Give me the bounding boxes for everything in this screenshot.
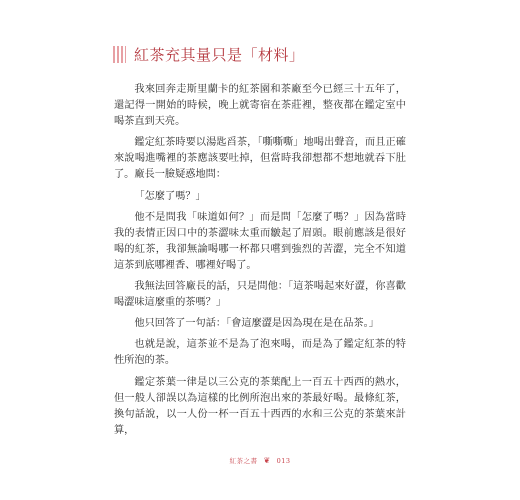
paragraph: 我無法回答廠長的話，只是問他：「這茶喝起來好澀，你喜歡喝澀味這麼重的茶嗎？」 (114, 281, 406, 309)
paragraph: 他只回答了一句話：「會這麼澀是因為現在是在品茶。」 (134, 318, 379, 330)
paragraph: 鑑定茶葉一律是以三公克的茶葉配上一百五十西西的熱水，但一般人卻誤以為這樣的比例所泡出來的茶最好喝。最條紅茶，換句話說，以一人份一杯一百五十西西的水和三公克的茶葉來計算， (114, 376, 406, 436)
body-text (114, 82, 406, 444)
paragraph: 「怎麼了嗎？」 (134, 190, 206, 202)
paragraph: 他不是問我「味道如何？」而是問「怎麼了嗎？」因為當時我的表情正因口中的茶澀味太重而皺起了眉頭。眼前應該是很好喝的紅茶，我卻無論喝哪一杯都只嚐到強烈的苦澀，完全不知道這茶到底哪裡香、哪裡好喝了。 (114, 211, 406, 271)
paragraph: 鑑定紅茶時要以湯匙舀茶，「嘶嘶嘶」地喝出聲音，而且正確來說喝進嘴裡的茶應該要吐掉，但當時我卻想都不想地就吞下肚了。廠長一臉疑惑地問： (114, 137, 406, 181)
paragraph: 我來回奔走斯里蘭卡的紅茶園和茶廠至今已經三十五年了，還記得一開始的時候，晚上就寄宿在茶莊裡，整夜都在鑑定室中喝茶直到天亮。 (114, 84, 406, 128)
footer-book-title: 紅茶之書 (229, 457, 258, 465)
paragraph: 也就是說，這茶並不是為了泡來喝，而是為了鑑定紅茶的特性所泡的茶。 (114, 339, 406, 367)
leaf-icon: ❦ (263, 456, 271, 465)
section-title: 紅茶充其量只是「材料」 (134, 46, 305, 64)
heading-marker-icon (113, 46, 126, 63)
page-number: 013 (276, 456, 291, 465)
section-heading (113, 44, 305, 65)
page-footer (0, 456, 520, 465)
